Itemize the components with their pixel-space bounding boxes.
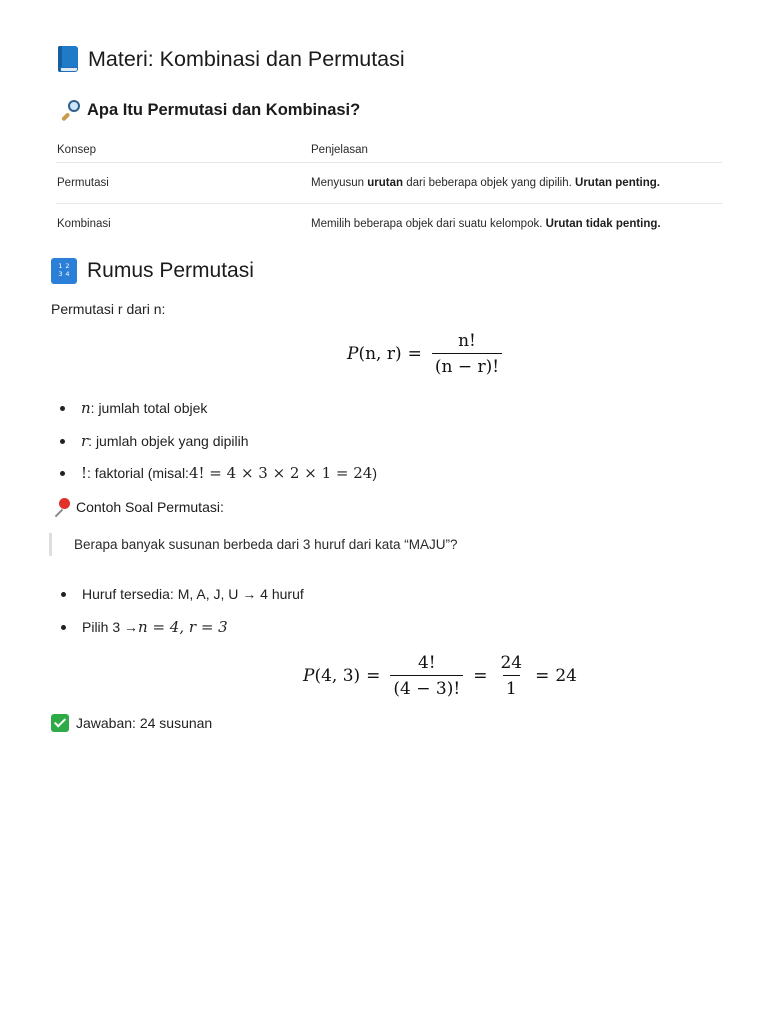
bold-text: urutan	[367, 177, 404, 189]
text-span: Memilih beberapa objek dari suatu kelompok.	[311, 218, 546, 230]
page-title-text: Materi: Kombinasi dan Permutasi	[88, 46, 405, 71]
example-steps-list	[51, 578, 304, 643]
formula-intro: Permutasi r dari n:	[51, 301, 166, 317]
formula-lhs-args: (n, r)	[358, 344, 402, 364]
concept-table	[56, 138, 722, 244]
answer-line	[51, 714, 212, 732]
page-title	[58, 46, 405, 72]
formula-result: 24	[555, 666, 577, 686]
formula-lhs: P	[347, 344, 359, 364]
text-span: dari beberapa objek yang dipilih.	[403, 177, 576, 189]
math-var: n	[81, 399, 91, 418]
icon-digit: 1	[58, 262, 63, 270]
fraction-numerator: n!	[458, 331, 476, 351]
text-span: Menyusun	[311, 177, 368, 189]
formula-lhs: P	[303, 666, 315, 686]
math-expression: n = 4, r = 3	[138, 617, 228, 636]
table-cell-konsep: Kombinasi	[57, 218, 111, 230]
list-item	[51, 578, 304, 611]
example-heading-text: Contoh Soal Permutasi:	[76, 499, 224, 515]
table-header-row	[56, 138, 722, 163]
answer-text: Jawaban: 24 susunan	[76, 715, 213, 731]
list-item	[50, 392, 377, 425]
icon-digit: 4	[65, 270, 70, 278]
formula-lhs-args: (4, 3)	[314, 666, 361, 686]
bold-text: Urutan tidak penting.	[545, 218, 661, 230]
math-symbol: !	[81, 464, 88, 483]
table-cell-penjelasan	[310, 204, 722, 245]
list-item	[51, 611, 304, 644]
example-heading	[51, 497, 224, 517]
section-heading-formula	[51, 258, 254, 284]
fraction-numerator: 24	[500, 653, 523, 673]
formula-equals: =	[535, 666, 550, 686]
section-heading-concepts-text: Apa Itu Permutasi dan Kombinasi?	[87, 100, 361, 119]
fraction-denominator: 1	[503, 675, 520, 699]
icon-digit: 3	[58, 270, 63, 278]
formula-fraction	[497, 653, 525, 699]
list-item-text: : jumlah total objek	[90, 400, 208, 417]
list-item	[50, 457, 377, 490]
pushpin-icon	[51, 497, 71, 517]
numbers-icon	[51, 258, 77, 284]
formula-fraction	[390, 653, 463, 699]
math-symbol	[81, 399, 91, 417]
list-item-text: : faktorial (misal:	[87, 465, 189, 482]
fraction-denominator: (4 − 3)!	[390, 675, 463, 699]
list-item-text: Pilih 3 →	[82, 618, 139, 635]
section-heading-concepts	[60, 100, 360, 120]
icon-digit: 2	[65, 262, 70, 270]
check-mark-icon	[51, 714, 69, 732]
formula-equals: =	[407, 344, 422, 364]
section-heading-formula-text: Rumus Permutasi	[87, 259, 254, 282]
table-header-konsep: Konsep	[57, 144, 97, 156]
table-row	[56, 204, 722, 245]
list-item-text: Huruf tersedia: M, A, J, U → 4 huruf	[82, 586, 304, 603]
book-icon	[58, 46, 78, 72]
formula-equals: =	[473, 666, 488, 686]
math-var: r	[81, 431, 89, 450]
formula-variable-list	[50, 392, 377, 490]
example-question-blockquote: Berapa banyak susunan berbeda dari 3 huruf dari kata “MAJU”?	[49, 533, 457, 556]
math-expression: 4! = 4 × 3 × 2 × 1 = 24	[188, 464, 373, 483]
fraction-denominator: (n − r)!	[432, 353, 502, 377]
list-item-text: )	[372, 465, 377, 482]
list-item	[50, 425, 377, 458]
table-cell-konsep: Permutasi	[57, 177, 109, 189]
magnifier-icon	[60, 100, 80, 120]
table-header-penjelasan: Penjelasan	[311, 144, 368, 156]
formula-fraction	[432, 331, 502, 377]
math-symbol	[81, 432, 88, 450]
example-formula	[303, 653, 577, 699]
bold-text: Urutan penting.	[575, 177, 660, 189]
permutation-formula	[347, 331, 506, 377]
table-row	[56, 163, 722, 204]
fraction-numerator: 4!	[417, 653, 436, 673]
list-item-text: : jumlah objek yang dipilih	[88, 432, 249, 449]
table-cell-penjelasan	[310, 163, 722, 204]
formula-equals: =	[366, 666, 381, 686]
